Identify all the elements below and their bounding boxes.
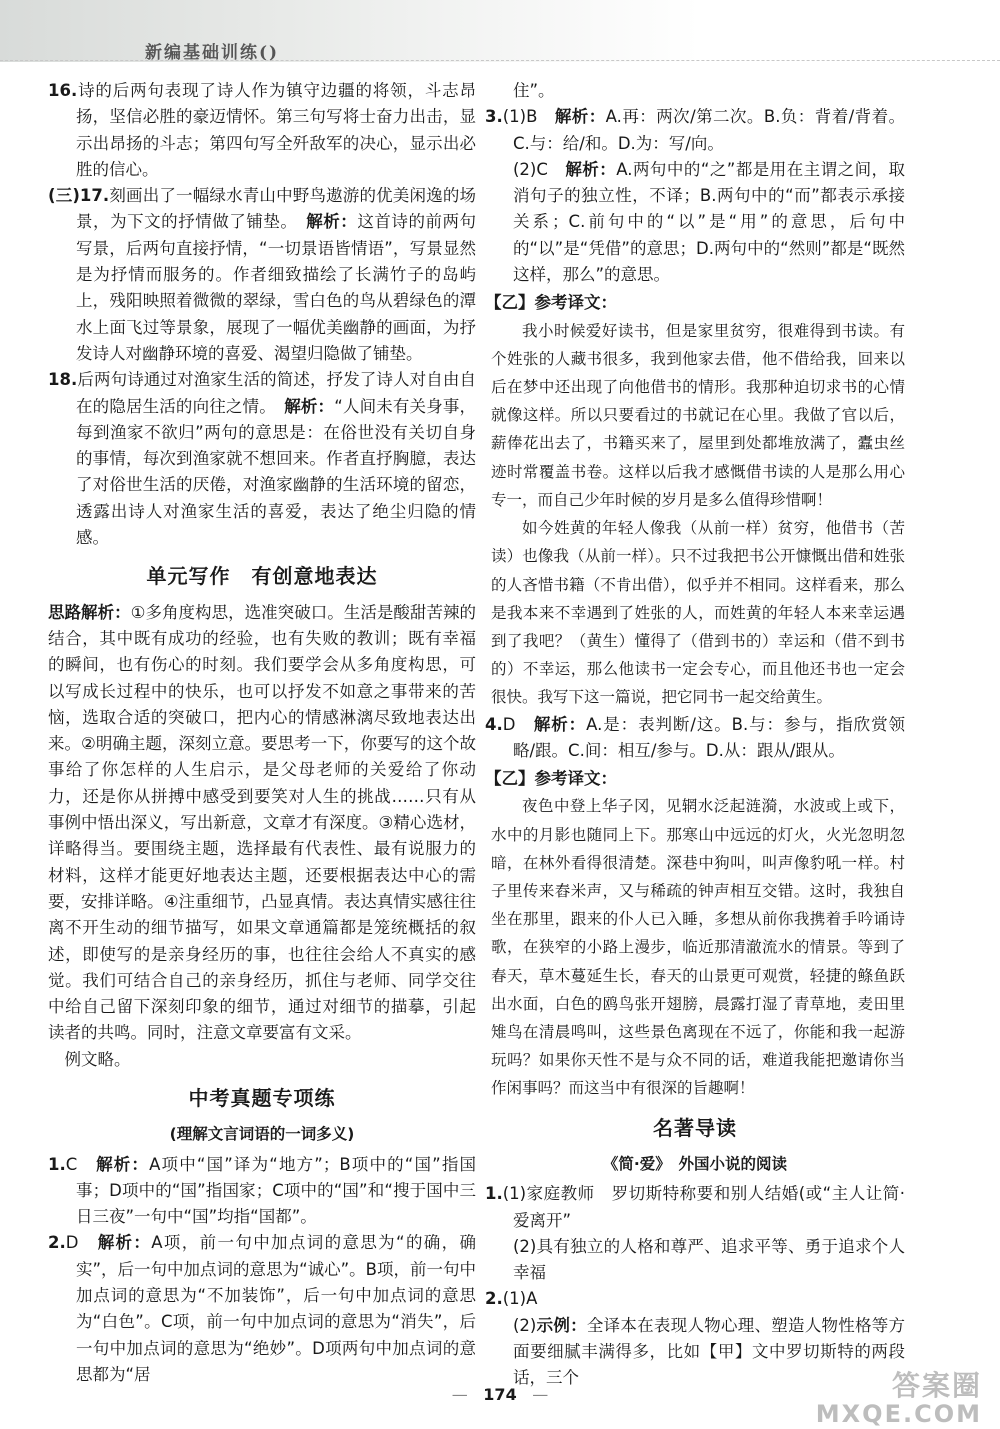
answer-16: 16.诗的后两句表现了诗人作为镇守边疆的将领，斗志昂扬，坚信必胜的豪迈情怀。第三句写将士奋力出击，显示出昂扬的斗志；第四句写全歼敌军的决心，显示出必胜的信心。 xyxy=(48,81,476,179)
classics-subtitle: 《简·爱》 外国小说的阅读 xyxy=(602,1154,788,1173)
exam-answer-2: 2.D 解析：A项，前一句中加点词的意思为“的确，确实”，后一句中加点词的意思为“诚心”。B项，前一句中加点词的意思为“不加装饰”，后一句中加点词的意思为“白色”。C项，前一句中加点词的意思为“消失”，后一句中加点词的意思为“绝妙”。D项两句中加点词的意思都为“居 xyxy=(48,1233,477,1384)
watermark-logo xyxy=(815,1369,982,1428)
translation-2-title: 【乙】参考译文： xyxy=(485,769,617,789)
footer-dash-right: — xyxy=(532,1385,549,1404)
exam-section-title: 中考真题专项练 xyxy=(188,1085,336,1110)
header-title: 新编基础训练() xyxy=(145,43,280,63)
writing-example: 例文略。 xyxy=(64,1049,131,1069)
watermark-line-2: MXQE.COM xyxy=(815,1400,982,1428)
answer-4: 4.D 解析：A.是：表判断/这。B.与：参与，指欣赏领略/跟。C.间：相互/参与。D.从：跟从/跟从。 xyxy=(485,714,906,760)
classics-answer-1-part-2: (2)具有独立的人格和尊严、追求平等、勇于追求个人幸福 xyxy=(513,1236,905,1283)
answer-3-part-2: (2)C 解析：A.两句中的“之”都是用在主谓之间，取消句子的独立性，不译；B.两句中的“而”都表示承接关系；C.前句中的“以”是“用”的意思，后句中的“以”是“凭借”的意思；D.两句中的“然则”都是“既然这样，那么”的意思。 xyxy=(513,159,906,285)
exam-subtitle: (理解文言词语的一词多义) xyxy=(169,1125,355,1144)
writing-section-title: 单元写作 有创意地表达 xyxy=(146,564,378,589)
exam-answer-1: 1.C 解析：A项中“国”译为“地方”；B项中的“国”指国事；D项中的“国”指国家；C项中的“国”和“搜于国中三日三夜”一句中“国”均指“国都”。 xyxy=(48,1154,477,1227)
left-column xyxy=(48,78,476,1388)
answer-3-part-1: 3.(1)B 解析：A.再：两次/第二次。B.负：背着/背着。C.与：给/和。D.为：写/向。 xyxy=(485,107,906,153)
page-number: 174 xyxy=(483,1385,517,1404)
classics-answer-1-part-1: 1.(1)家庭教师 罗切斯特称要和别人结婚(或“主人让简·爱离开” xyxy=(485,1184,905,1230)
right-column xyxy=(485,78,905,1392)
footer-dash-left: — xyxy=(451,1385,468,1404)
translation-1-para-1: 我小时候爱好读书，但是家里贫穷，很难得到书读。有个姓张的人藏书很多，我到他家去借，他不借给我，回来以后在梦中还出现了向他借书的情形。我那种迫切求书的心情就像这样。所以只要看过的书就记在心里。我做了官以后，薪俸花出去了，书籍买来了，屋里到处都堆放满了，蠹虫丝迹时常覆盖书卷。这样以后我才感慨借书读的人是那么用心专一，而自己少年时候的岁月是多么值得珍惜啊！ xyxy=(491,321,905,509)
classics-section-title: 名著导读 xyxy=(653,1115,737,1140)
translation-1-para-2: 如今姓黄的年轻人像我（从前一样）贫穷，他借书（苦读）也像我（从前一样）。只不过我把书公开慷慨出借和姓张的人吝惜书籍（不肯出借），似乎并不相同。这样看来，那么是我本来不幸遇到了姓张的人，而姓黄的年轻人本来幸运遇到了我吧？（黄生）懂得了（借到书的）幸运和（借不到书的）不幸运，那么他读书一定会专心，而且他还书也一定会很快。我写下这一篇说，把它同书一起交给黄生。 xyxy=(491,519,905,707)
header-divider xyxy=(0,60,1000,61)
answer-17: (三)17.刻画出了一幅绿水青山中野鸟遨游的优美闲逸的场景，为下文的抒情做了铺垫。 解析：这首诗的前两句写景，后两句直接抒情，“一切景语皆情语”，写景显然是为抒情而服务的。作者细致描绘了长满竹子的岛屿上，残阳映照着微微的翠绿，雪白色的鸟从碧绿色的潭水上面飞过等景象，展现了一幅优美幽静的画面，为抒发诗人对幽静环境的喜爱、渴望归隐做了铺垫。 xyxy=(48,186,477,363)
translation-1-title: 【乙】参考译文： xyxy=(485,293,617,313)
writing-analysis: 思路解析：①多角度构思，选准突破口。生活是酸甜苦辣的结合，其中既有成功的经验，也有失败的教训；既有幸福的瞬间，也有伤心的时刻。我们要学会从多角度构思，可以写成长过程中的快乐，也可以抒发不如意之事带来的苦恼，选取合适的突破口，把内心的情感淋漓尽致地表达出来。②明确主题，深刻立意。要思考一下，你要写的这个故事给了你怎样的人生启示，是父母老师的关爱给了你动力，还是你从拼搏中感受到要笑对人生的挑战……只有从事例中悟出深义，写出新意，文章才有深度。③精心选材，详略得当。要围绕主题，选择最有代表性、最有说服力的材料，这样才能更好地表达主题，还要根据表达中心的需要，安排详略。④注重细节，凸显真情。表达真情实感往往离不开生动的细节描写，如果文章通篇都是笼统概括的叙述，即使写的是亲身经历的事，也往往会给人不真实的感觉。我们可结合自己的亲身经历，抓住与老师、同学交往中给自己留下深刻印象的细节，通过对细节的描摹，引起读者的共鸣。同时，注意文章要富有文采。 xyxy=(48,602,476,1043)
answer-18: 18.后两句诗通过对渔家生活的简述，抒发了诗人对自由自在的隐居生活的向往之情。 解析：“人间未有关身事，每到渔家不欲归”两句的意思是：在俗世没有关切自身的事情，每次到渔家就不想回来。作者直抒胸臆，表达了对俗世生活的厌倦，对渔家幽静的生活环境的留恋，透露出诗人对渔家生活的喜爱，表达了绝尘归隐的情感。 xyxy=(48,370,476,548)
translation-2-para-1: 夜色中登上华子冈，见辋水泛起涟漪，水波或上或下，水中的月影也随同上下。那寒山中远远的灯火，火光忽明忽暗，在林外看得很清楚。深巷中狗叫，叫声像豹吼一样。村子里传来舂米声，又与稀疏的钟声相互交错。这时，我独自坐在那里，跟来的仆人已入睡，多想从前你我携着手吟诵诗歌，在狭窄的小路上漫步，临近那清澈流水的情景。等到了春天，草木蔓延生长，春天的山景更可观赏，轻捷的鲦鱼跃出水面，白色的鸥鸟张开翅膀，晨露打湿了青草地，麦田里雉鸟在清晨鸣叫，这些景色离现在不远了，你能和我一起游玩吗？如果你天性不是与众不同的话，难道我能把邀请你当作闲事吗？而这当中有很深的旨趣啊！ xyxy=(491,797,905,1098)
continuation-text: 住”。 xyxy=(513,81,555,100)
watermark-line-1: 答案圈 xyxy=(891,1369,982,1402)
classics-answer-2-part-1: 2.(1)A xyxy=(485,1289,538,1309)
classics-answer-2-part-2: (2)示例：全译本在表现人物心理、塑造人物性格等方面要细腻丰满得多，比如【甲】文中罗切斯特的两段话，三个 xyxy=(513,1315,906,1388)
